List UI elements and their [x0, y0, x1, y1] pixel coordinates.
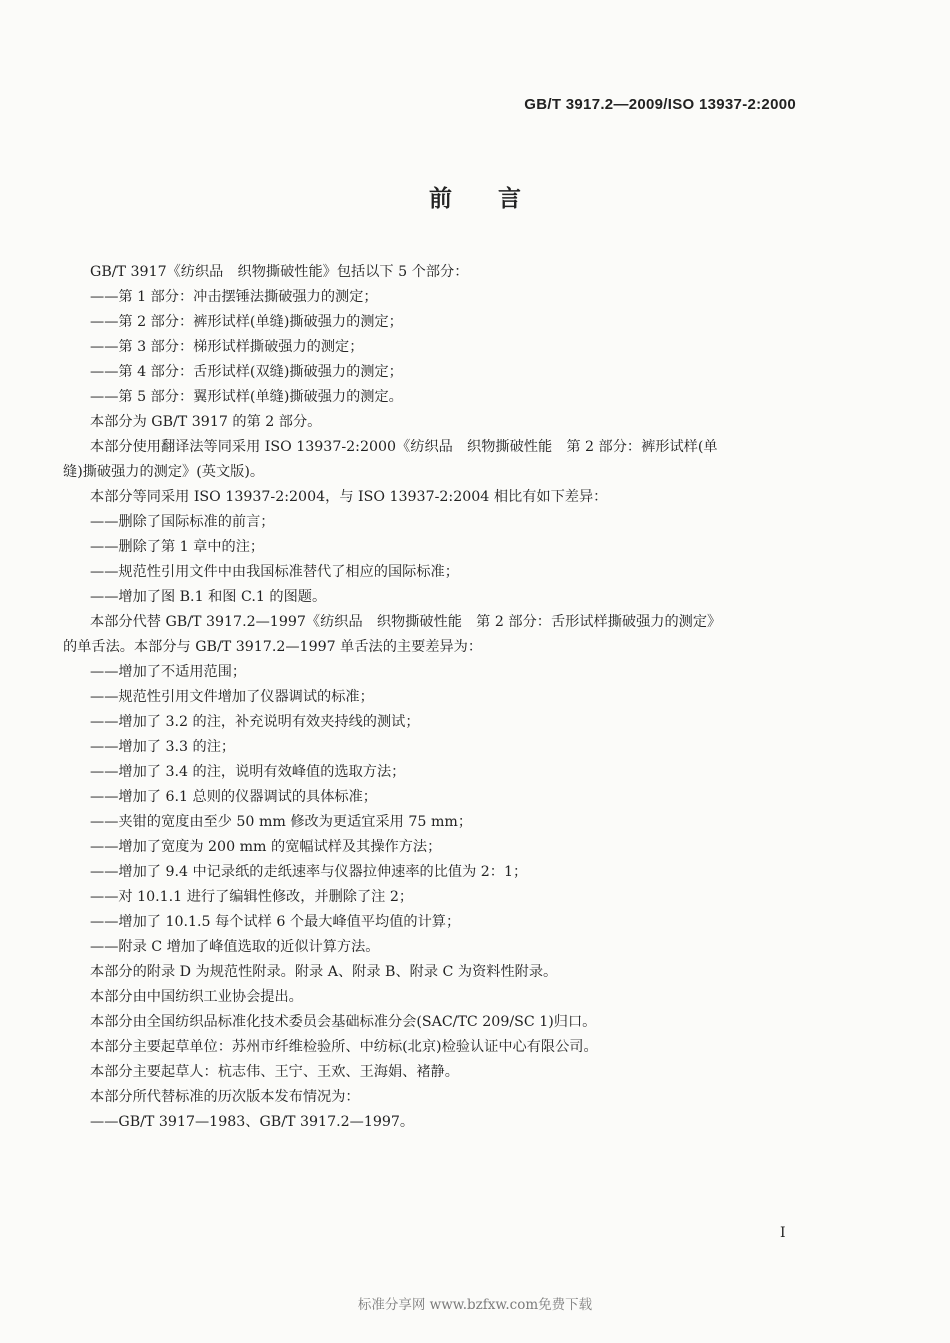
- text-line: 本部分主要起草单位：苏州市纤维检验所、中纺标(北京)检验认证中心有限公司。: [90, 1039, 598, 1055]
- text-line: 本部分等同采用 ISO 13937-2:2004，与 ISO 13937-2:2004 相比有如下差异：: [90, 489, 608, 505]
- text-line: ——增加了 10.1.5 每个试样 6 个最大峰值平均值的计算；: [90, 914, 461, 930]
- text-line: 的单舌法。本部分与 GB/T 3917.2—1997 单舌法的主要差异为：: [63, 639, 483, 655]
- footer-watermark: 标准分享网 www.bzfxw.com免费下载: [357, 1297, 593, 1313]
- text-line: ——第 5 部分：翼形试样(单缝)撕破强力的测定。: [90, 389, 403, 405]
- text-line: ——附录 C 增加了峰值选取的近似计算方法。: [90, 939, 380, 955]
- text-line: ——增加了不适用范围；: [90, 664, 247, 680]
- page-number: I: [780, 1225, 786, 1241]
- text-line: ——增加了 3.2 的注，补充说明有效夹持线的测试；: [90, 714, 420, 730]
- text-line: 本部分由全国纺织品标准化技术委员会基础标准分会(SAC/TC 209/SC 1)归口。: [90, 1014, 597, 1030]
- text-line: ——规范性引用文件中由我国标准替代了相应的国际标准；: [90, 564, 459, 580]
- text-line: ——增加了图 B.1 和图 C.1 的图题。: [90, 589, 327, 605]
- text-line: ——删除了国际标准的前言；: [90, 514, 275, 530]
- text-line: ——夹钳的宽度由至少 50 mm 修改为更适宜采用 75 mm；: [90, 814, 473, 830]
- standard-number-header: GB/T 3917.2—2009/ISO 13937-2:2000: [524, 96, 796, 113]
- text-line: ——对 10.1.1 进行了编辑性修改，并删除了注 2；: [90, 889, 414, 905]
- text-line: ——第 4 部分：舌形试样(双缝)撕破强力的测定；: [90, 364, 403, 380]
- text-line: GB/T 3917《纺织品 织物撕破性能》包括以下 5 个部分：: [90, 264, 469, 280]
- text-line: ——第 1 部分：冲击摆锤法撕破强力的测定；: [90, 289, 378, 305]
- text-line: 本部分代替 GB/T 3917.2—1997《纺织品 织物撕破性能 第 2 部分：舌形试样撕破强力的测定》: [90, 614, 722, 630]
- text-line: ——增加了 6.1 总则的仪器调试的具体标准；: [90, 789, 377, 805]
- text-line: 本部分由中国纺织工业协会提出。: [90, 989, 303, 1005]
- text-line: ——第 2 部分：裤形试样(单缝)撕破强力的测定；: [90, 314, 403, 330]
- page-title: 前言: [429, 185, 567, 212]
- text-line: ——第 3 部分：梯形试样撕破强力的测定；: [90, 339, 364, 355]
- text-line: ——GB/T 3917—1983、GB/T 3917.2—1997。: [90, 1114, 415, 1130]
- text-line: ——增加了 9.4 中记录纸的走纸速率与仪器拉伸速率的比值为 2：1；: [90, 864, 528, 880]
- text-line: ——规范性引用文件增加了仪器调试的标准；: [90, 689, 374, 705]
- text-line: 缝)撕破强力的测定》(英文版)。: [63, 464, 265, 480]
- text-line: ——增加了 3.3 的注；: [90, 739, 236, 755]
- text-line: ——增加了 3.4 的注，说明有效峰值的选取方法；: [90, 764, 406, 780]
- text-line: 本部分所代替标准的历次版本发布情况为：: [90, 1089, 360, 1105]
- text-line: 本部分主要起草人：杭志伟、王宁、王欢、王海娟、褚静。: [90, 1064, 459, 1080]
- text-line: ——删除了第 1 章中的注；: [90, 539, 265, 555]
- text-line: 本部分为 GB/T 3917 的第 2 部分。: [90, 414, 322, 430]
- text-line: 本部分使用翻译法等同采用 ISO 13937-2:2000《纺织品 织物撕破性能 第 2 部分：裤形试样(单: [90, 439, 718, 455]
- document-body: [63, 260, 802, 1135]
- text-line: ——增加了宽度为 200 mm 的宽幅试样及其操作方法；: [90, 839, 442, 855]
- text-line: 本部分的附录 D 为规范性附录。附录 A、附录 B、附录 C 为资料性附录。: [90, 964, 558, 980]
